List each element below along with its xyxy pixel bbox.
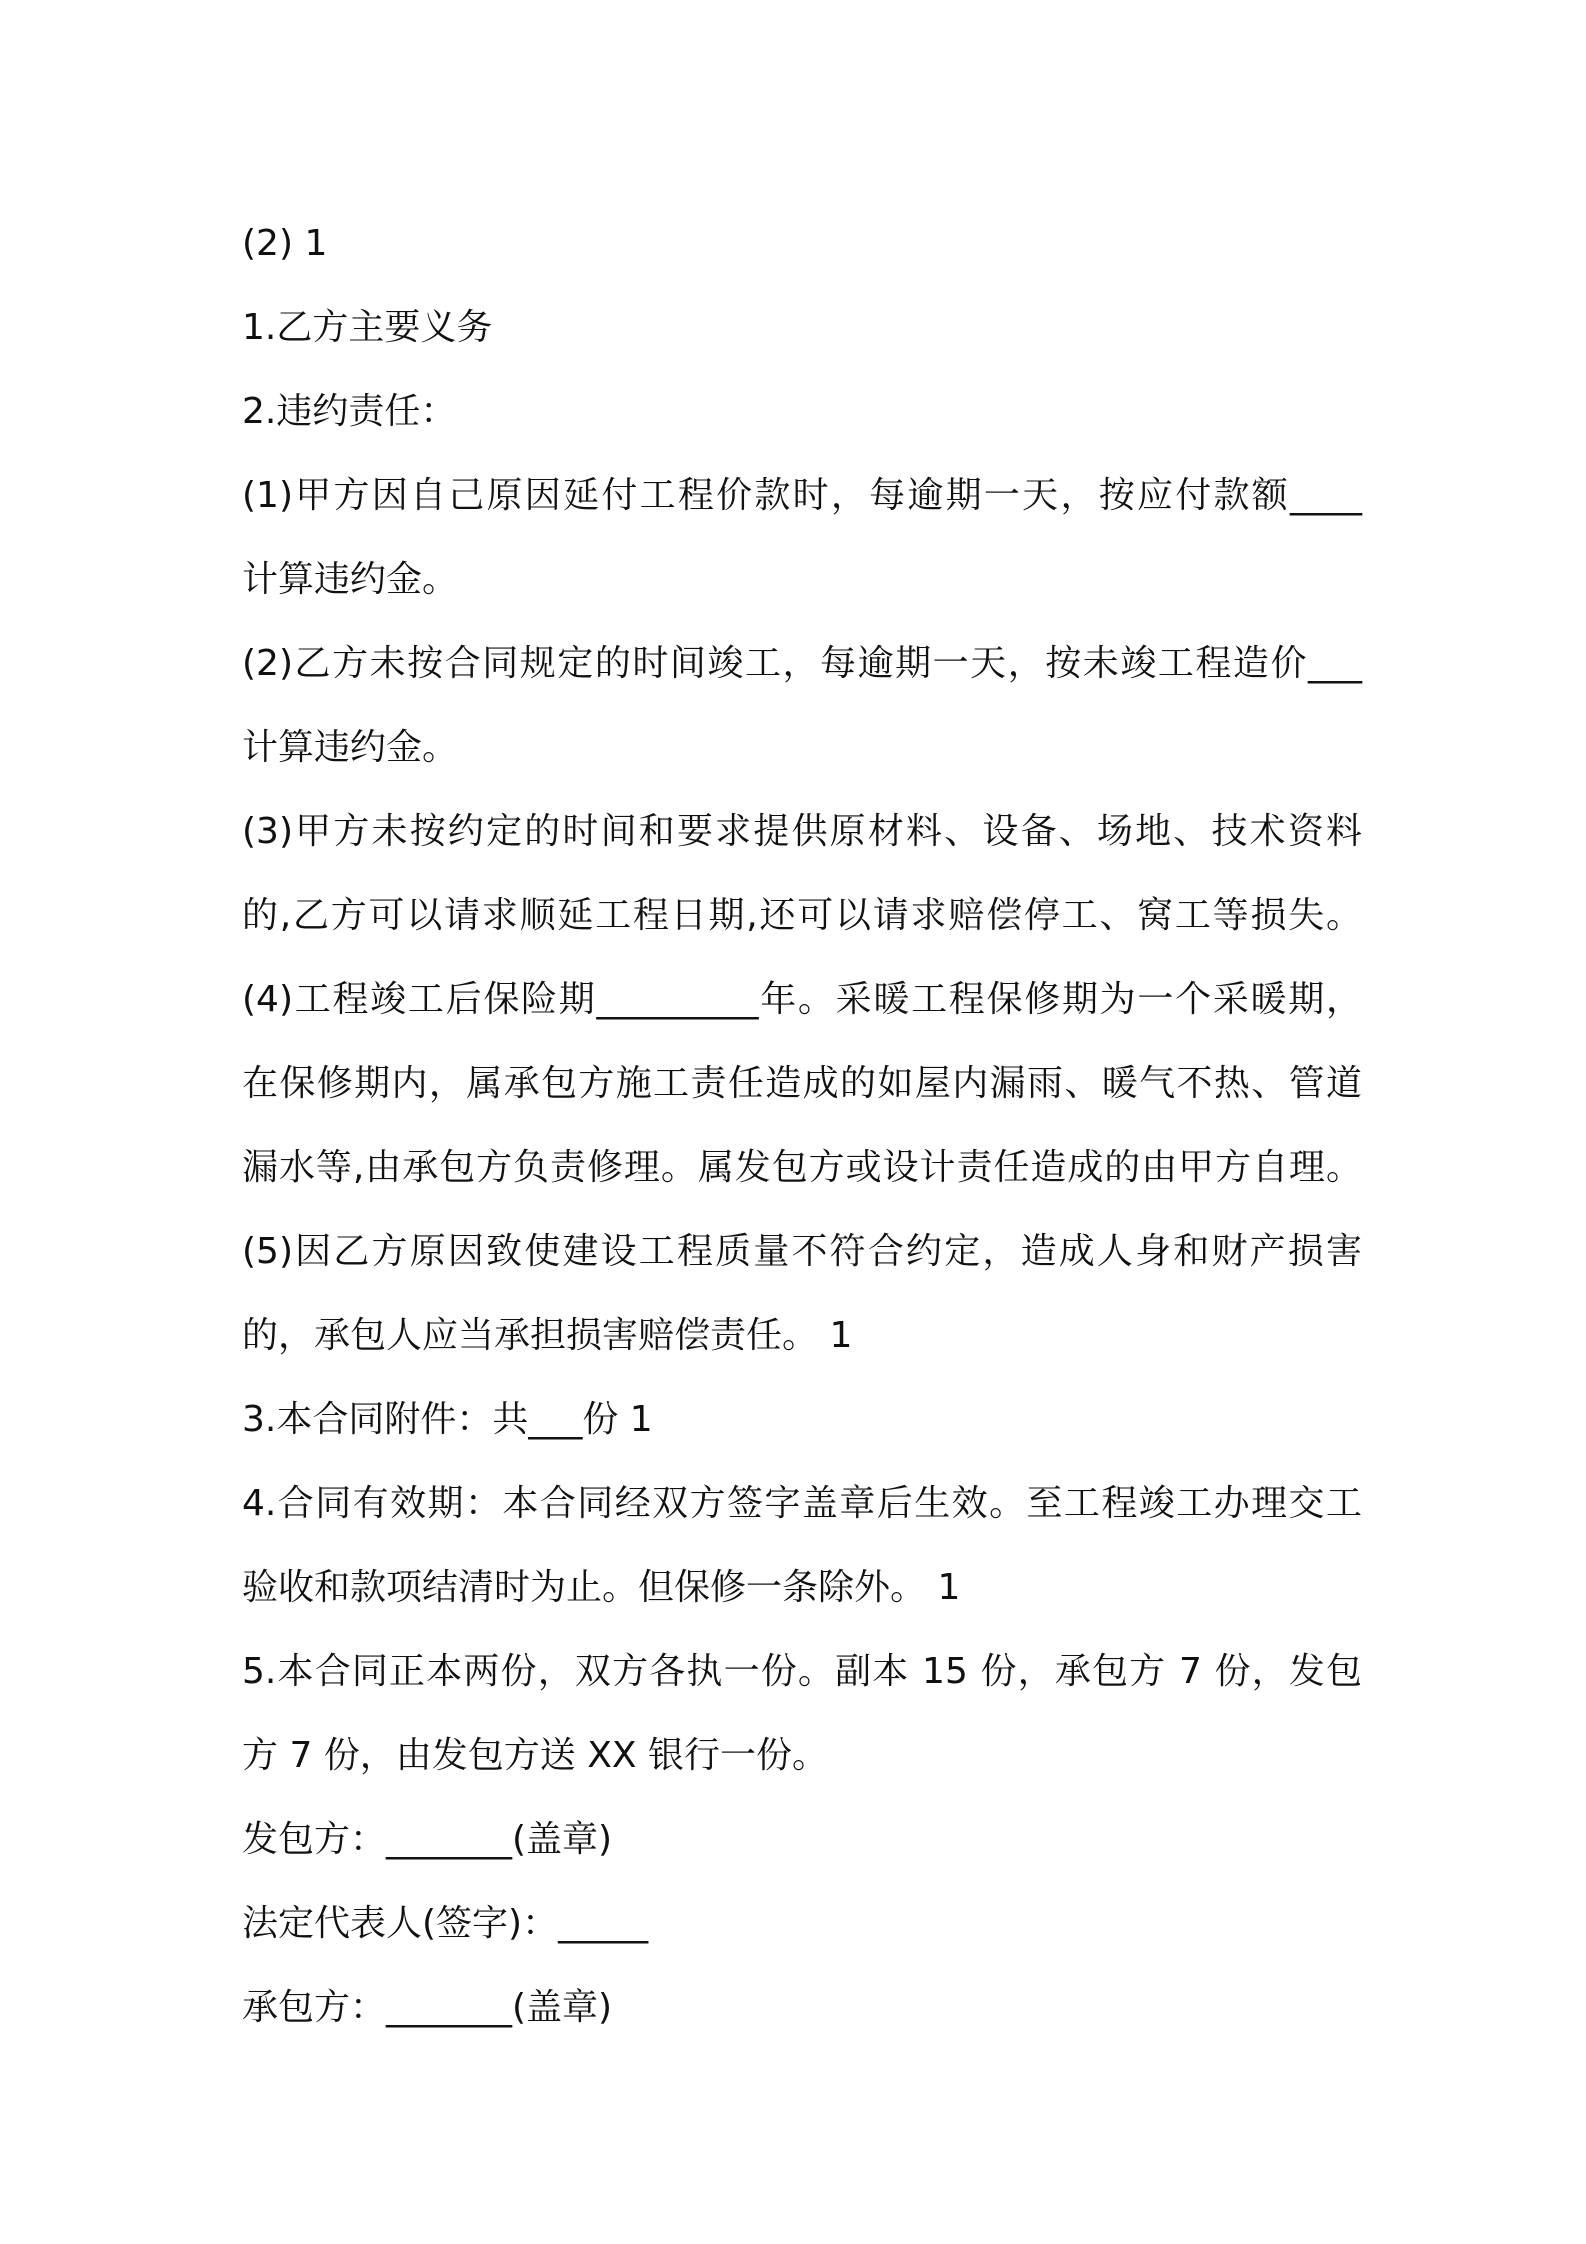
attachments-line: 3.本合同附件：共___份 1 <box>242 1399 653 1440</box>
clause-5-line-1: (5)因乙方原因致使建设工程质量不符合约定，造成人身和财产损害 <box>242 1231 1362 1272</box>
clause-1-line-1: (1)甲方因自己原因延付工程价款时，每逾期一天，按应付款额____ <box>242 475 1362 516</box>
clause-4-line-2: 在保修期内，属承包方施工责任造成的如屋内漏雨、暖气不热、管道 <box>242 1063 1362 1104</box>
legal-rep-signature-line: 法定代表人(签字)：_____ <box>242 1903 649 1944</box>
section-marker: (2) 1 <box>242 223 328 264</box>
employer-signature-line: 发包方：_______(盖章) <box>242 1819 613 1860</box>
clause-2-line-1: (2)乙方未按合同规定的时间竣工，每逾期一天，按未竣工程造价___ <box>242 643 1362 684</box>
clause-4-line-3: 漏水等,由承包方负责修理。属发包方或设计责任造成的由甲方自理。 <box>242 1147 1362 1188</box>
heading-liability: 2.违约责任： <box>242 391 457 432</box>
clause-3-line-2: 的,乙方可以请求顺延工程日期,还可以请求赔偿停工、窝工等损失。 <box>242 895 1362 936</box>
validity-line-1: 4.合同有效期：本合同经双方签字盖章后生效。至工程竣工办理交工 <box>242 1483 1362 1524</box>
contract-text <box>242 202 1362 2050</box>
copies-line-1: 5.本合同正本两份，双方各执一份。副本 15 份，承包方 7 份，发包 <box>242 1651 1362 1692</box>
clause-1-line-2: 计算违约金。 <box>242 559 459 600</box>
validity-line-2: 验收和款项结清时为止。但保修一条除外。 1 <box>242 1567 961 1608</box>
clause-5-line-2: 的，承包人应当承担损害赔偿责任。 1 <box>242 1315 853 1356</box>
clause-3-line-1: (3)甲方未按约定的时间和要求提供原材料、设备、场地、技术资料 <box>242 811 1362 852</box>
copies-line-2: 方 7 份，由发包方送 XX 银行一份。 <box>242 1735 829 1776</box>
heading-obligations: 1.乙方主要义务 <box>242 307 493 348</box>
clause-4-line-1: (4)工程竣工后保险期_________年。采暖工程保修期为一个采暖期， <box>242 979 1362 1020</box>
contractor-signature-line: 承包方：_______(盖章) <box>242 1987 613 2028</box>
clause-2-line-2: 计算违约金。 <box>242 727 459 768</box>
